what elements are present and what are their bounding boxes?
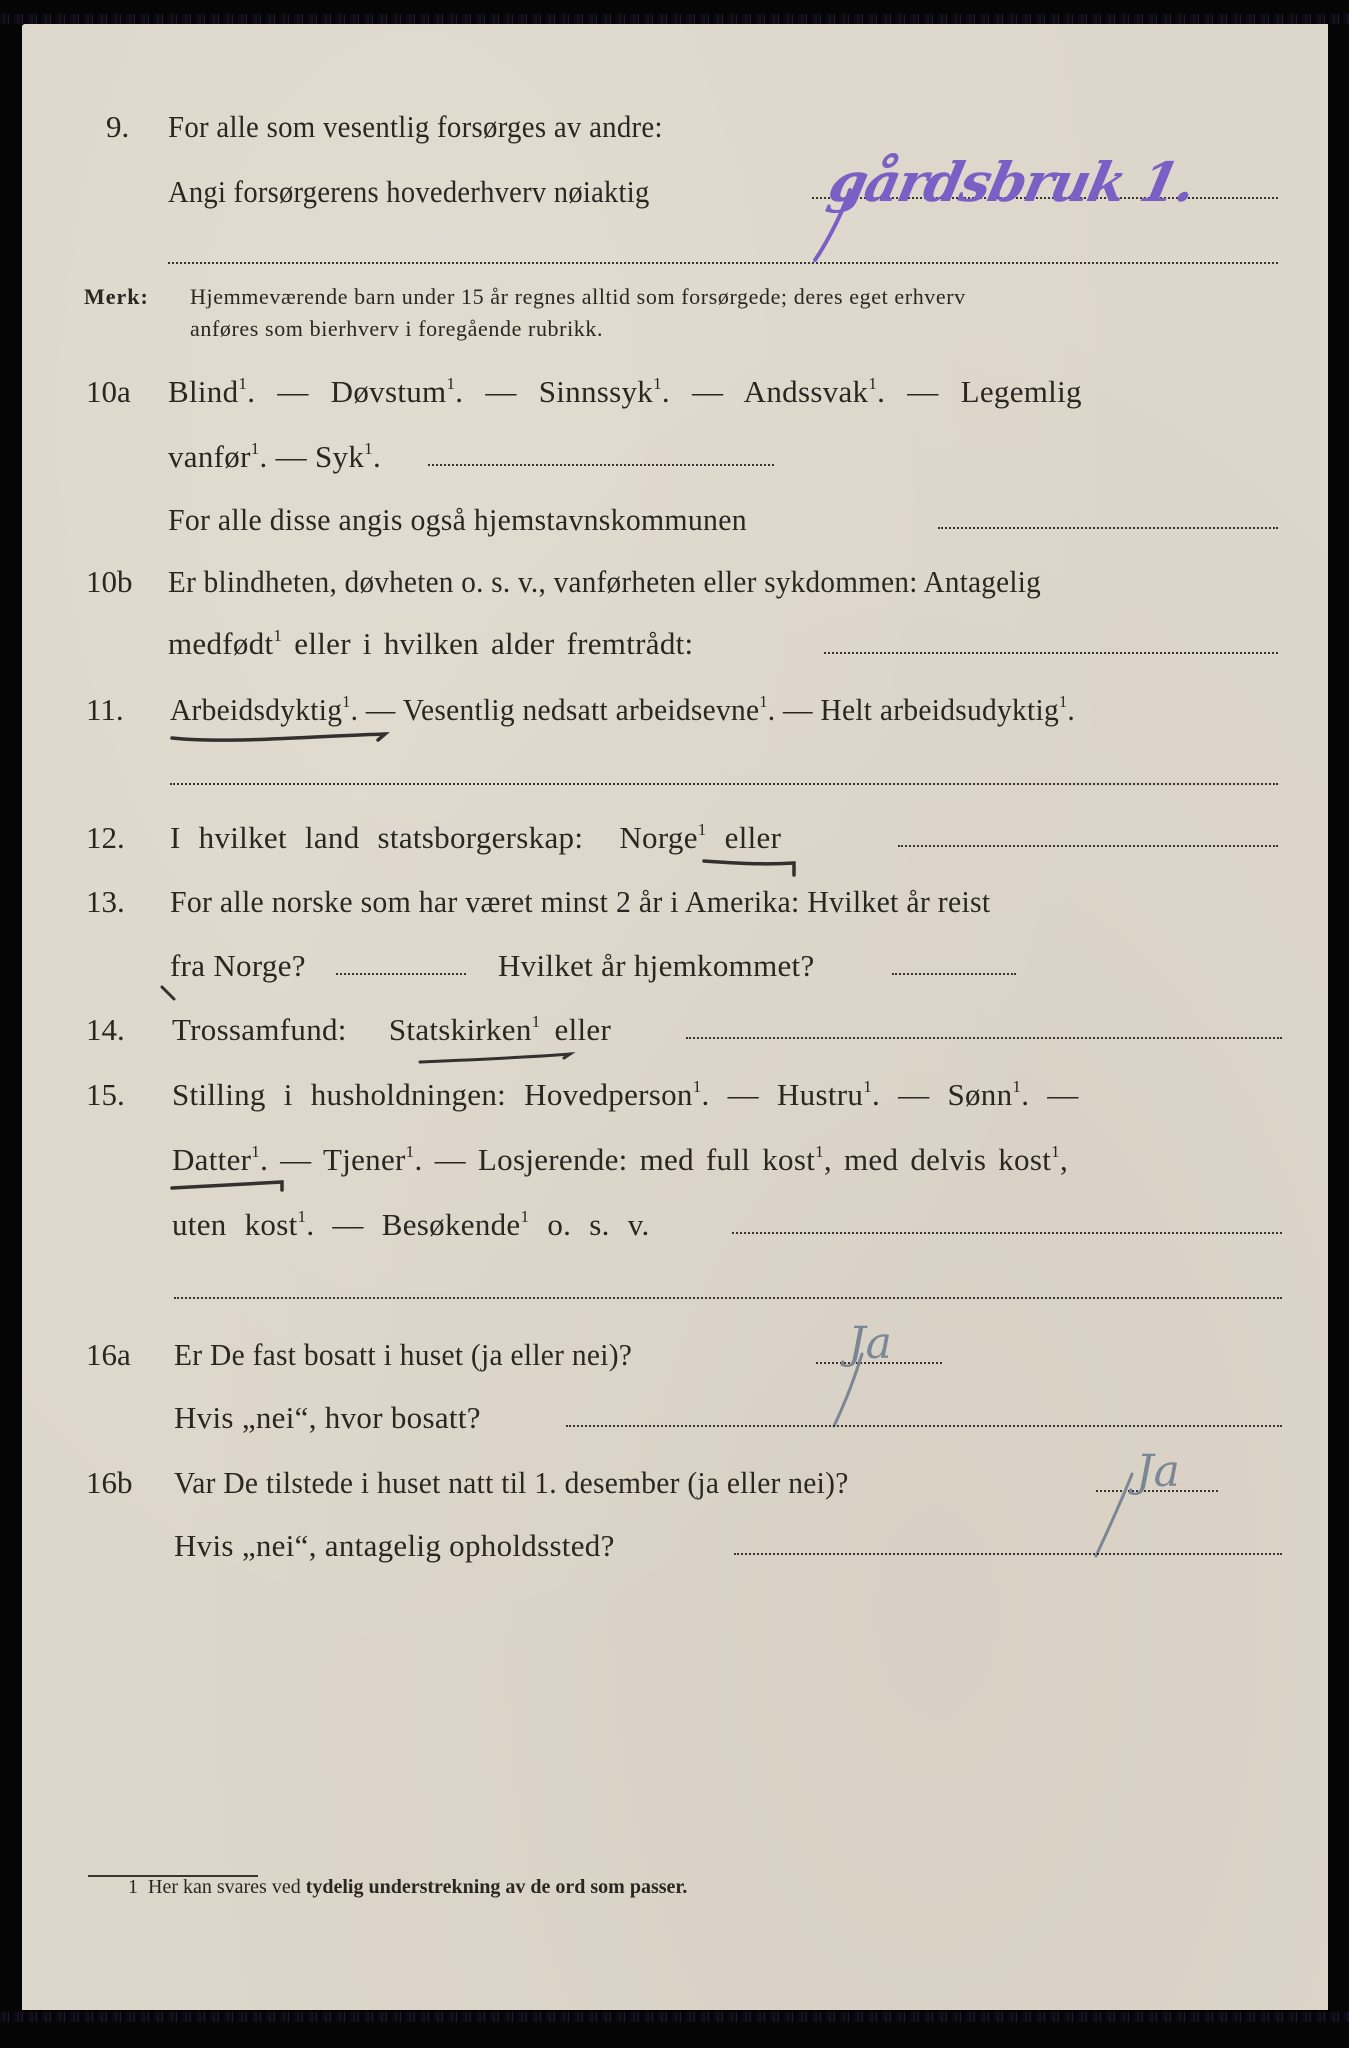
item-10a-line-2: vanfør$^1$. — Syk$^1$. — [168, 439, 381, 474]
item-10a-line-3: For alle disse angis også hjemstavnskommunen — [168, 502, 747, 537]
pencil-stroke-icon — [830, 1350, 870, 1430]
item-9-number: 9. — [106, 109, 130, 144]
item-15-extra-line[interactable] — [174, 1297, 1282, 1299]
option-dovstum[interactable]: . — Døvstum — [247, 374, 447, 409]
item-9-handwritten-answer: gårdsbruk 1. — [823, 150, 1201, 214]
item-10a-municipality-line[interactable] — [938, 527, 1278, 529]
option-sinnssyk[interactable]: . — Sinnssyk — [455, 374, 654, 409]
item-13-number: 13. — [86, 884, 125, 919]
option-tjener[interactable]: . — Tjener — [260, 1142, 406, 1177]
pencil-stroke-icon — [1090, 1470, 1140, 1560]
underline-mark-datter — [170, 1178, 290, 1198]
option-statskirken[interactable]: Statskirken — [388, 1012, 532, 1047]
underline-mark-arbeidsdyktig — [170, 728, 390, 748]
option-nedsatt-arbeidsevne[interactable]: . — Vesentlig nedsatt arbeidsevne — [350, 692, 760, 727]
stray-pen-mark — [160, 985, 180, 1005]
item-16a-question: Er De fast bosatt i huset (ja eller nei)? — [174, 1337, 633, 1372]
item-14-other-faith-line[interactable] — [686, 1037, 1282, 1039]
option-medfodt[interactable]: medfødt — [168, 626, 274, 661]
scan-artifact-bottom — [0, 2012, 1349, 2022]
item-10b-line-1: Er blindheten, døvheten o. s. v., vanførheten eller sykdommen: Antagelig — [168, 564, 1041, 599]
item-16b-question: Var De tilstede i huset natt til 1. desember (ja eller nei)? — [174, 1465, 849, 1500]
item-10b-age-line[interactable] — [824, 652, 1278, 654]
option-hustru[interactable]: . — Hustru — [701, 1077, 864, 1112]
item-11-extra-line[interactable] — [170, 783, 1278, 785]
option-blind[interactable]: Blind — [168, 374, 239, 409]
option-legemlig[interactable]: . — Legemlig — [877, 374, 1082, 409]
item-16b-line-2: Hvis „nei“, antagelig opholdssted? — [174, 1528, 615, 1563]
handwriting-stroke-icon — [810, 150, 870, 270]
item-12-number: 12. — [86, 820, 125, 855]
item-16b-handwritten-answer: Ja — [1136, 1446, 1180, 1497]
option-datter[interactable]: Datter — [172, 1142, 252, 1177]
item-9-second-line[interactable] — [168, 262, 1278, 264]
item-12-other-country-line[interactable] — [898, 845, 1278, 847]
item-10a-number: 10a — [86, 374, 131, 409]
item-9-question: For alle som vesentlig forsørges av andre: — [168, 109, 663, 144]
item-16a-handwritten-answer: Ja — [848, 1318, 892, 1369]
option-arbeidsdyktig[interactable]: Arbeidsdyktig — [170, 692, 343, 727]
note-label: Merk: — [84, 284, 149, 309]
option-syk[interactable]: . — Syk — [259, 439, 365, 474]
item-12-question: I hvilket land statsborgerskap: Norge$^1$ eller — [170, 820, 782, 855]
item-15-line-3: uten kost$^1$. — Besøkende$^1$ o. s. v. — [172, 1207, 650, 1242]
scan-artifact-top — [0, 14, 1349, 24]
item-14-number: 14. — [86, 1012, 125, 1047]
underline-mark-norge — [702, 855, 802, 879]
item-16b-number: 16b — [86, 1465, 133, 1500]
footnote-marker: 1 — [128, 1876, 138, 1898]
option-full-kost[interactable]: . — Losjerende: med full kost — [414, 1142, 816, 1177]
item-13-line-1: For alle norske som har været minst 2 år i Amerika: Hvilket år reist — [170, 884, 991, 919]
option-norge[interactable]: Norge — [619, 820, 698, 855]
item-15-other-line[interactable] — [732, 1232, 1282, 1234]
item-13-line-2a: fra Norge? — [170, 948, 306, 983]
option-uten-kost[interactable]: uten kost — [172, 1207, 298, 1242]
option-sonn[interactable]: . — Sønn — [872, 1077, 1013, 1112]
option-delvis-kost[interactable]: , med delvis kost — [823, 1142, 1052, 1177]
note-line-2: anføres som bierhverv i foregående rubrikk. — [190, 316, 604, 341]
item-16a-number: 16a — [86, 1337, 131, 1372]
item-15-line-1: Stilling i husholdningen: Hovedperson$^1$. — Hustru$^1$. — Sønn$^1$. — — [172, 1077, 1079, 1112]
item-13-emigrated-year-line[interactable] — [336, 973, 466, 975]
item-13-line-2b: Hvilket år hjemkommet? — [498, 948, 815, 983]
item-10b-line-2: medfødt$^1$ eller i hvilken alder fremtrådt: — [168, 626, 694, 661]
item-13-returned-year-line[interactable] — [892, 973, 1016, 975]
item-16a-line-2: Hvis „nei“, hvor bosatt? — [174, 1400, 481, 1435]
item-10a-syk-line[interactable] — [428, 464, 774, 466]
item-9-prompt: Angi forsørgerens hovederhverv nøiaktig — [168, 174, 650, 209]
option-andssvak[interactable]: . — Andssvak — [661, 374, 869, 409]
footnote-text: Her kan svares ved tydelig understrekning av de ord som passer. — [148, 1876, 688, 1898]
option-besokende[interactable]: . — Besøkende — [306, 1207, 521, 1242]
option-vanfor[interactable]: vanfør — [168, 439, 251, 474]
item-11-number: 11. — [86, 692, 124, 727]
item-15-number: 15. — [86, 1077, 125, 1112]
underline-mark-statskirken — [418, 1050, 578, 1070]
item-10a-line-1: Blind$^1$. — Døvstum$^1$. — Sinnssyk$^1$. — Andssvak$^1$. — Legemlig — [168, 374, 1082, 409]
item-16b-whereabouts-line[interactable] — [734, 1553, 1282, 1555]
item-16a-residence-line[interactable] — [566, 1425, 1282, 1427]
item-11-options: Arbeidsdyktig$^1$. — Vesentlig nedsatt arbeidsevne$^1$. — Helt arbeidsudyktig$^1$. — [170, 692, 1075, 727]
note-line-1: Hjemmeværende barn under 15 år regnes alltid som forsørgede; deres eget erhverv — [190, 284, 966, 309]
item-15-line-2: Datter$^1$. — Tjener$^1$. — Losjerende: med full kost$^1$, med delvis kost$^1$, — [172, 1142, 1068, 1177]
item-10b-number: 10b — [86, 564, 133, 599]
item-14-question: Trossamfund: Statskirken$^1$ eller — [172, 1012, 612, 1047]
option-arbeidsudyktig[interactable]: . — Helt arbeidsudyktig — [767, 692, 1059, 727]
option-hovedperson[interactable]: Stilling i husholdningen: Hovedperson — [172, 1077, 693, 1112]
